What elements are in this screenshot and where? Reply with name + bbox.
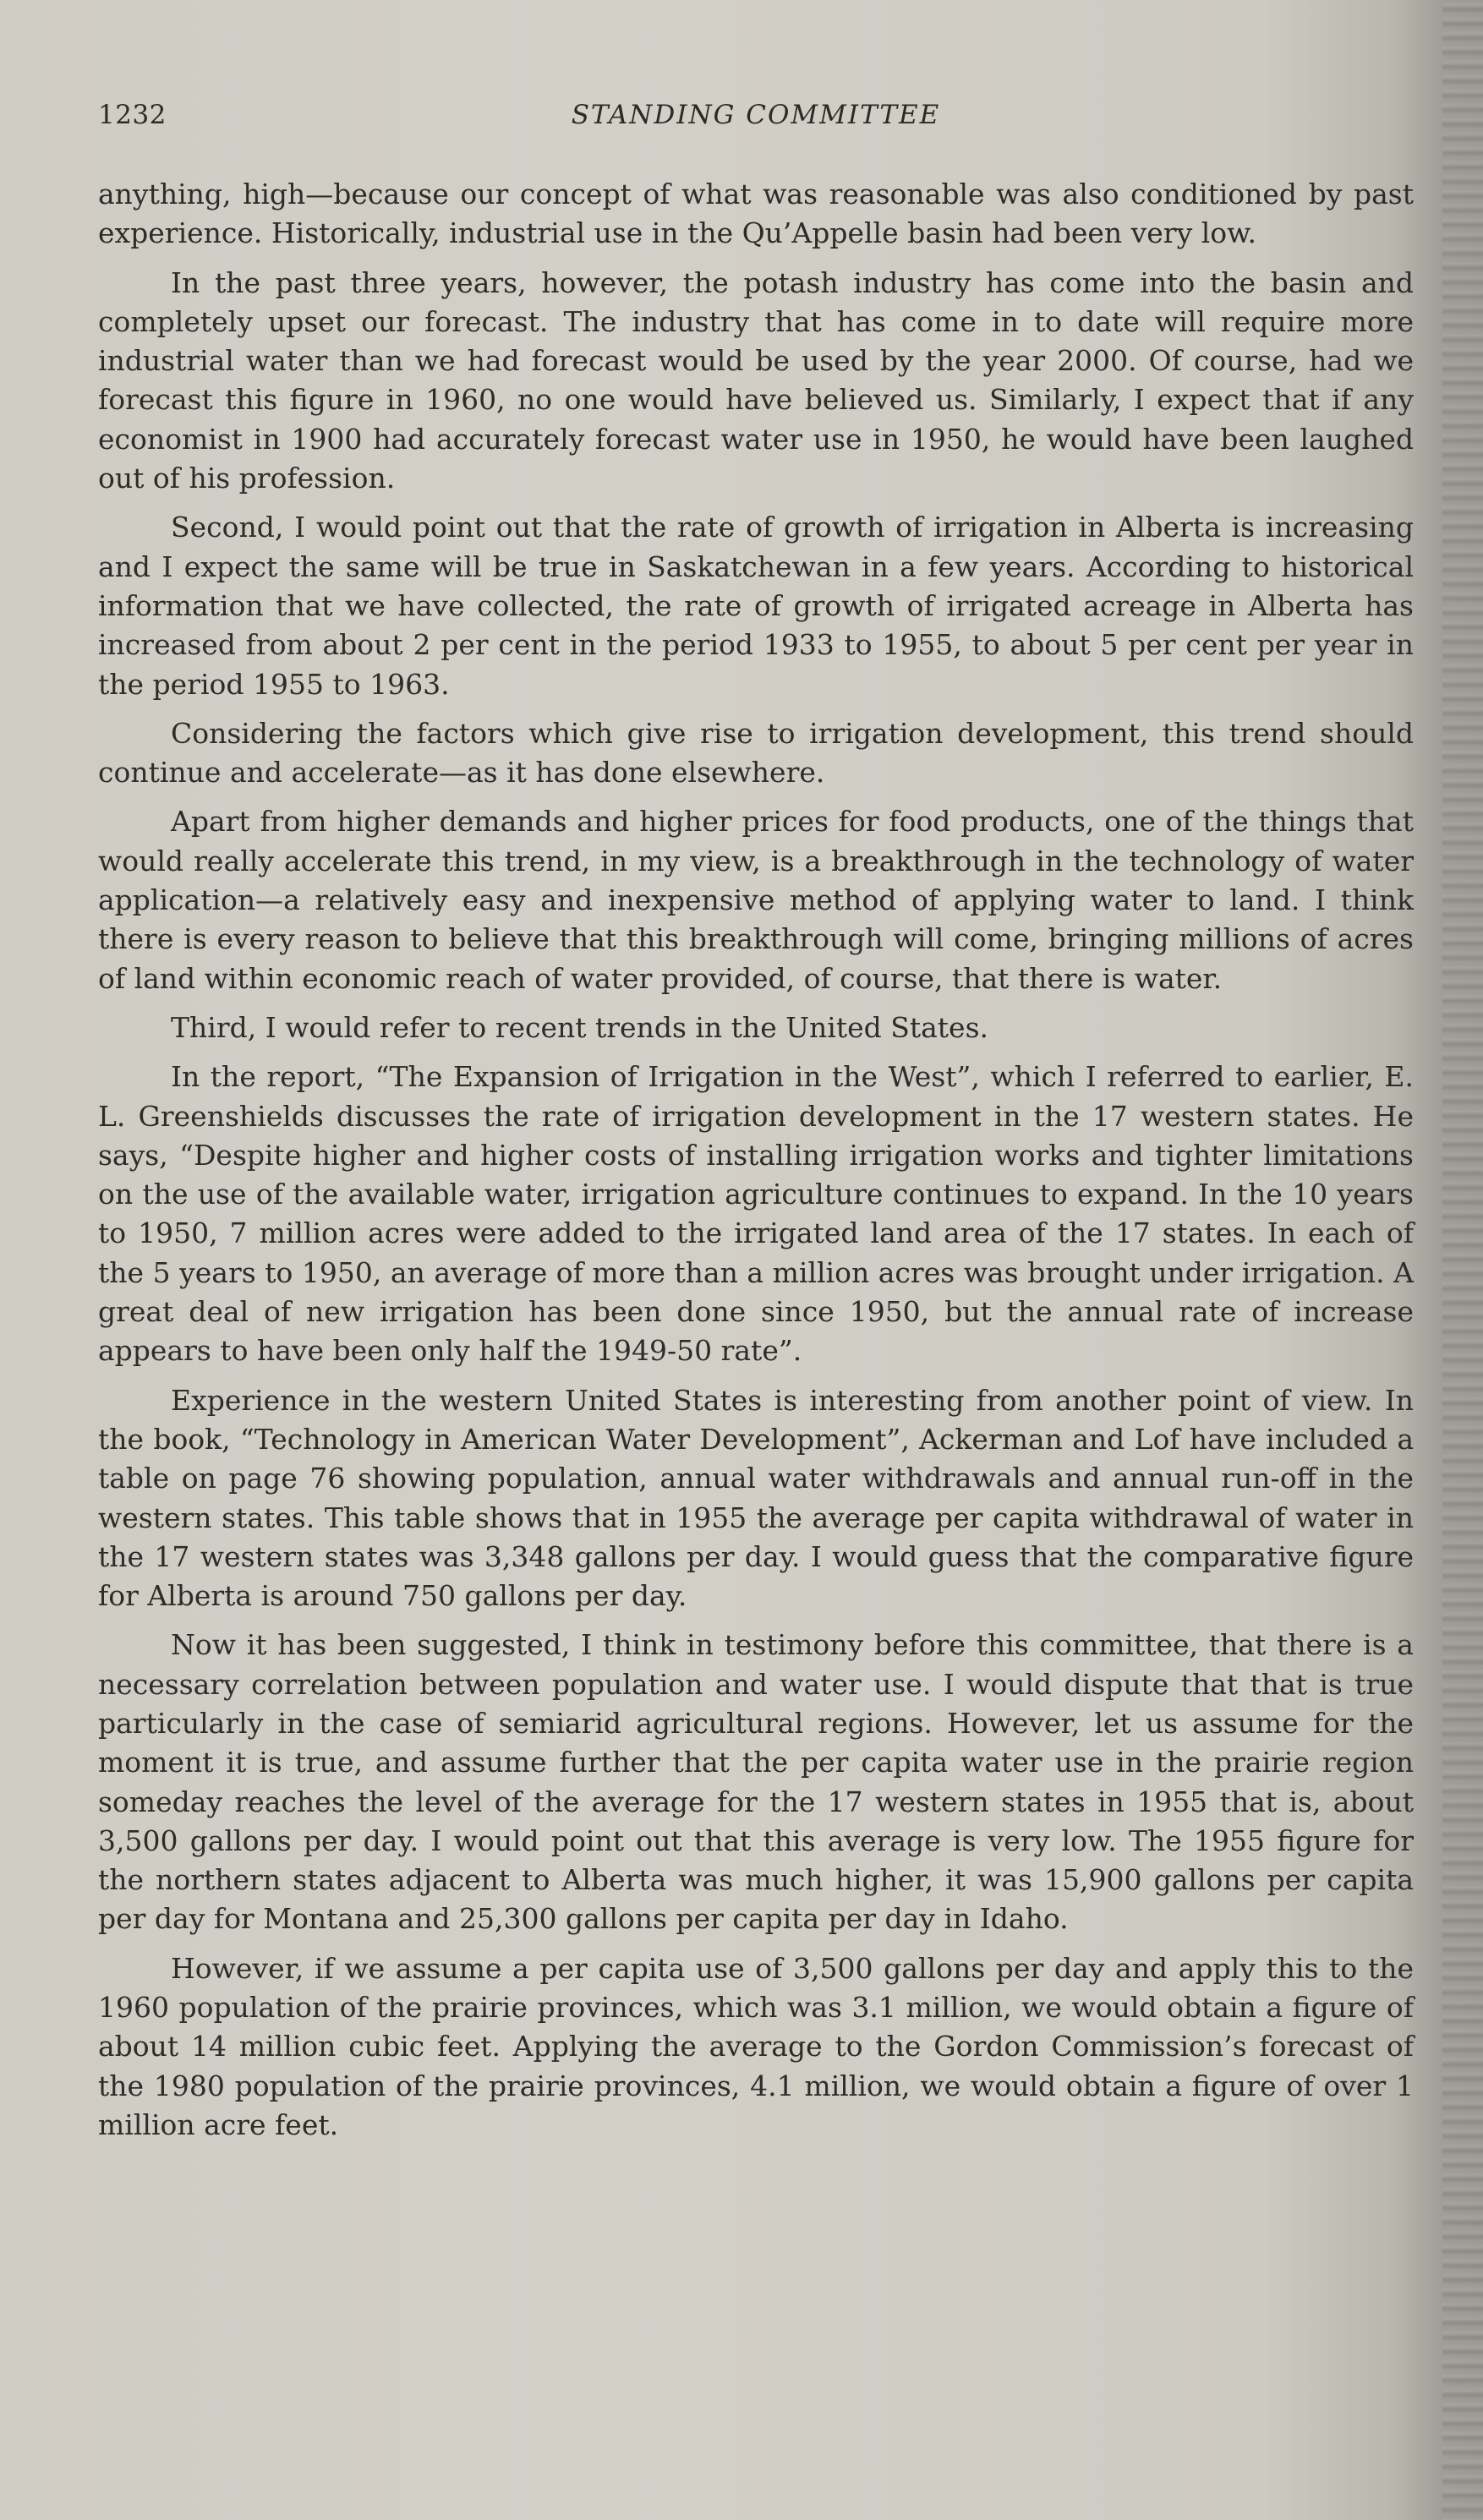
body-text (98, 175, 1414, 2155)
paragraph-9: Now it has been suggested, I think in testimony before this committee, that there is a necessary correlation between population and water use. I would dispute that that is true particularly in the case of semiarid agricultural regions. However, let us assume for the moment it is true, and assume further that the per capita water use in the prairie region someday reaches the level of the average for the 17 western states in 1955 that is, about 3,500 gallons per day. I would point out that this average is very low. The 1955 figure for the northern states adjacent to Alberta was much higher, it was 15,900 gallons per capita per day for Montana and 25,300 gallons per capita per day in Idaho. (98, 1628, 1414, 1936)
page-header (98, 100, 1414, 142)
paragraph-7: In the report, “The Expansion of Irrigation in the West”, which I referred to earlier, E. L. Greenshields discusses the rate of irrigation development in the 17 western states. He says, “Despite higher and higher costs of installing irrigation works and tighter limitations on the use of the available water, irrigation agriculture continues to expand. In the 10 years to 1950, 7 million acres were added to the irrigated land area of the 17 states. In each of the 5 years to 1950, an average of more than a million acres was brought under irrigation. A great deal of new irrigation has been done since 1950, but the annual rate of increase appears to have been only half the 1949-50 rate”. (98, 1060, 1414, 1368)
paragraph-10: However, if we assume a per capita use of 3,500 gallons per day and apply this to the 1960 population of the prairie provinces, which was 3.1 million, we would obtain a figure of about 14 million cubic feet. Applying the average to the Gordon Commission’s forecast of the 1980 population of the prairie provinces, 4.1 million, we would obtain a figure of over 1 million acre feet. (98, 1951, 1414, 2141)
paragraph-2: In the past three years, however, the potash industry has come into the basin and completely upset our forecast. The industry that has come in to date will require more industrial water than we had forecast would be used by the year 2000. Of course, had we forecast this figure in 1960, no one would have believed us. Similarly, I expect that if any economist in 1900 had accurately forecast water use in 1950, he would have been laughed out of his profession. (98, 265, 1414, 495)
paragraph-4: Considering the factors which give rise to irrigation development, this trend should continue and accelerate—as it has done elsewhere. (98, 716, 1414, 790)
paragraph-6: Third, I would refer to recent trends in the United States. (171, 1010, 988, 1044)
paragraph-8: Experience in the western United States is interesting from another point of view. In the book, “Technology in American Water Development”, Ackerman and Lof have included a table on page 76 showing population, annual water withdrawals and annual run-off in the western states. This table shows that in 1955 the average per capita withdrawal of water in the 17 western states was 3,348 gallons per day. I would guess that the comparative figure for Alberta is around 750 gallons per day. (98, 1383, 1414, 1613)
running-head: STANDING COMMITTEE (571, 100, 941, 130)
page-number: 1232 (98, 100, 167, 130)
paragraph-1: anything, high—because our concept of what was reasonable was also conditioned by past experience. Historically, industrial use in the Qu’Appelle basin had been very low. (98, 178, 1414, 250)
paragraph-5: Apart from higher demands and higher prices for food products, one of the things that would really accelerate this trend, in my view, is a breakthrough in the technology of water application—a relatively easy and inexpensive method of applying water to land. I think there is every reason to believe that this breakthrough will come, bringing millions of acres of land within economic reach of water provided, of course, that there is water. (98, 805, 1414, 995)
page-edge-shadow (1442, 0, 1483, 2520)
paragraph-3: Second, I would point out that the rate of growth of irrigation in Alberta is increasing and I expect the same will be true in Saskatchewan in a few years. According to historical information that we have collected, the rate of growth of irrigated acreage in Alberta has increased from about 2 per cent in the period 1933 to 1955, to about 5 per cent per year in the period 1955 to 1963. (98, 511, 1414, 701)
